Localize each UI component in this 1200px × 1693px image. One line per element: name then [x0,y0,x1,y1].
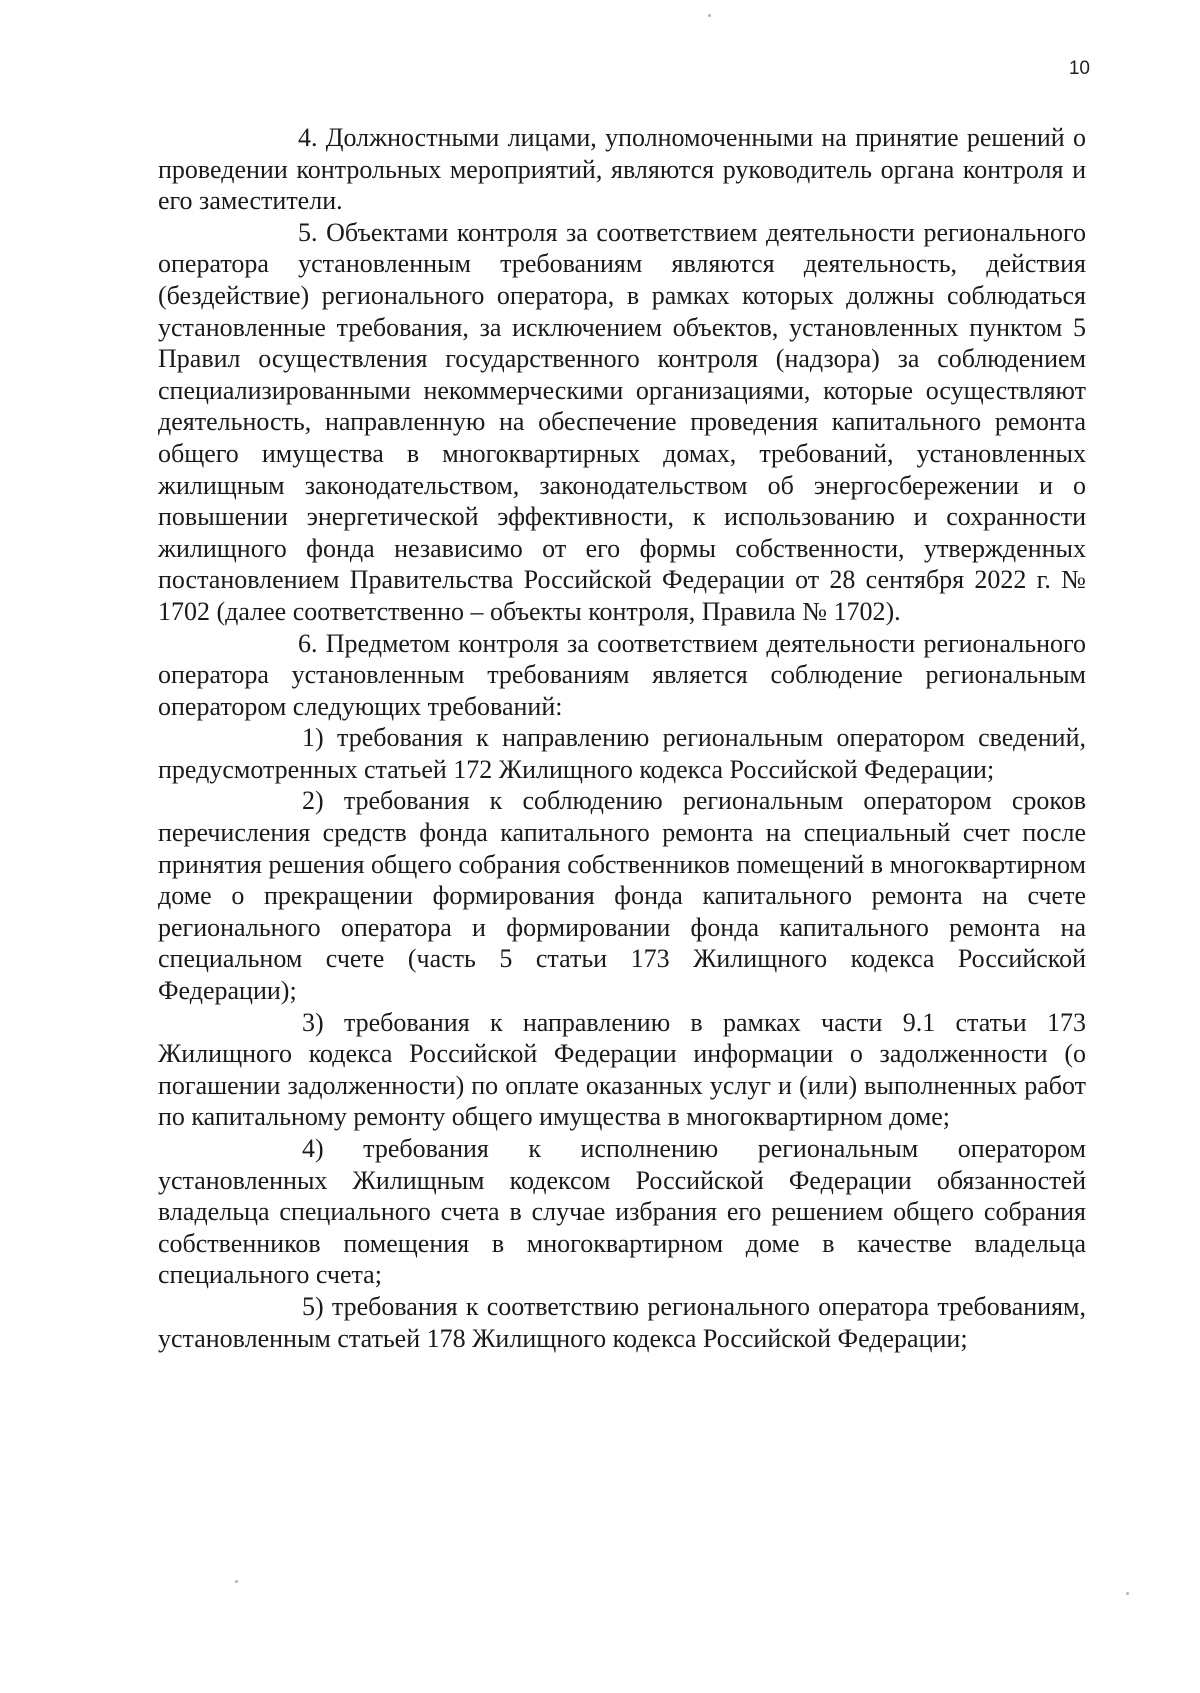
paragraph-text: Предметом контроля за соответствием деятельности регионального оператора установленным требованиям является соблюдение региональным оператором следующих требований: [158,628,1087,721]
paragraph-text: Объектами контроля за соответствием деятельности регионального оператора установленным требованиям являются деятельность, действия (бездействие) регионального оператора, в рамках которых должны соблюдаться установленные требования, за исключением объектов, установленных пунктом 5 Правил осуществления государственного контроля (надзора) за соблюдением специализированными некоммерческими организациями, которые осуществляют деятельность, направленную на обеспечение проведения капитального ремонта общего имущества в многоквартирных домах, требований, установленных жилищным законодательством, законодательством об энергосбережении и о повышении энергетической эффективности, к использованию и сохранности жилищного фонда независимо от его формы собственности, утвержденных постановлением Правительства Российской Федерации от 28 сентября 2022 г. № 1702 (далее соответственно – объекты контроля, Правила № 1702). [158,217,1087,626]
paragraph-number: 4. [298,123,318,152]
list-item-4 [158,1133,1086,1291]
paragraph-4 [158,122,1086,217]
list-item-number: 1) [302,723,324,753]
list-item-text: требования к соответствию регионального оператора требованиям, установленным статьей 178 Жилищного кодекса Российской Федерации; [158,1291,1086,1353]
scan-speck [708,14,711,17]
document-body [158,122,1086,1354]
list-item-number: 5) [302,1291,324,1321]
paragraph-5 [158,217,1086,628]
list-item-text: требования к направлению в рамках части 9.1 статьи 173 Жилищного кодекса Российской Федерации информации о задолженности (о погашении задолженности) по оплате оказанных услуг и (или) выполненных работ по капитальному ремонту общего имущества в многоквартирном доме; [158,1007,1086,1132]
paragraph-number: 5. [298,217,318,247]
page-number: 10 [1068,58,1090,79]
paragraph-number: 6. [298,628,318,658]
list-item-text: требования к соблюдению региональным оператором сроков перечисления средств фонда капитального ремонта на специальный счет после принятия решения общего собрания собственников помещений в многоквартирном доме о прекращении формирования фонда капитального ремонта на счете регионального оператора и формировании фонда капитального ремонта на специальном счете (часть 5 статьи 173 Жилищного кодекса Российской Федерации); [158,786,1087,1006]
list-item-number: 2) [302,786,324,816]
list-item-text: требования к направлению региональным оператором сведений, предусмотренных статьей 172 Жилищного кодекса Российской Федерации; [158,723,1087,784]
list-item-2 [158,785,1086,1006]
paragraph-6 [158,628,1086,723]
list-item-number: 4) [302,1134,324,1163]
paragraph-text: Должностными лицами, уполномоченными на принятие решений о проведении контрольных мероприятий, являются руководитель органа контроля и его заместители. [158,123,1086,216]
scan-speck [235,1580,238,1583]
list-item-3 [158,1007,1086,1133]
list-item-5 [158,1291,1086,1354]
list-item-text: требования к исполнению региональным оператором установленных Жилищным кодексом Российской Федерации обязанностей владельца специального счета в случае избрания его решением общего собрания собственников помещения в многоквартирном доме в качестве владельца специального счета; [158,1134,1086,1290]
scan-speck [1126,1592,1129,1595]
list-item-number: 3) [302,1007,324,1037]
list-item-1 [158,722,1086,785]
